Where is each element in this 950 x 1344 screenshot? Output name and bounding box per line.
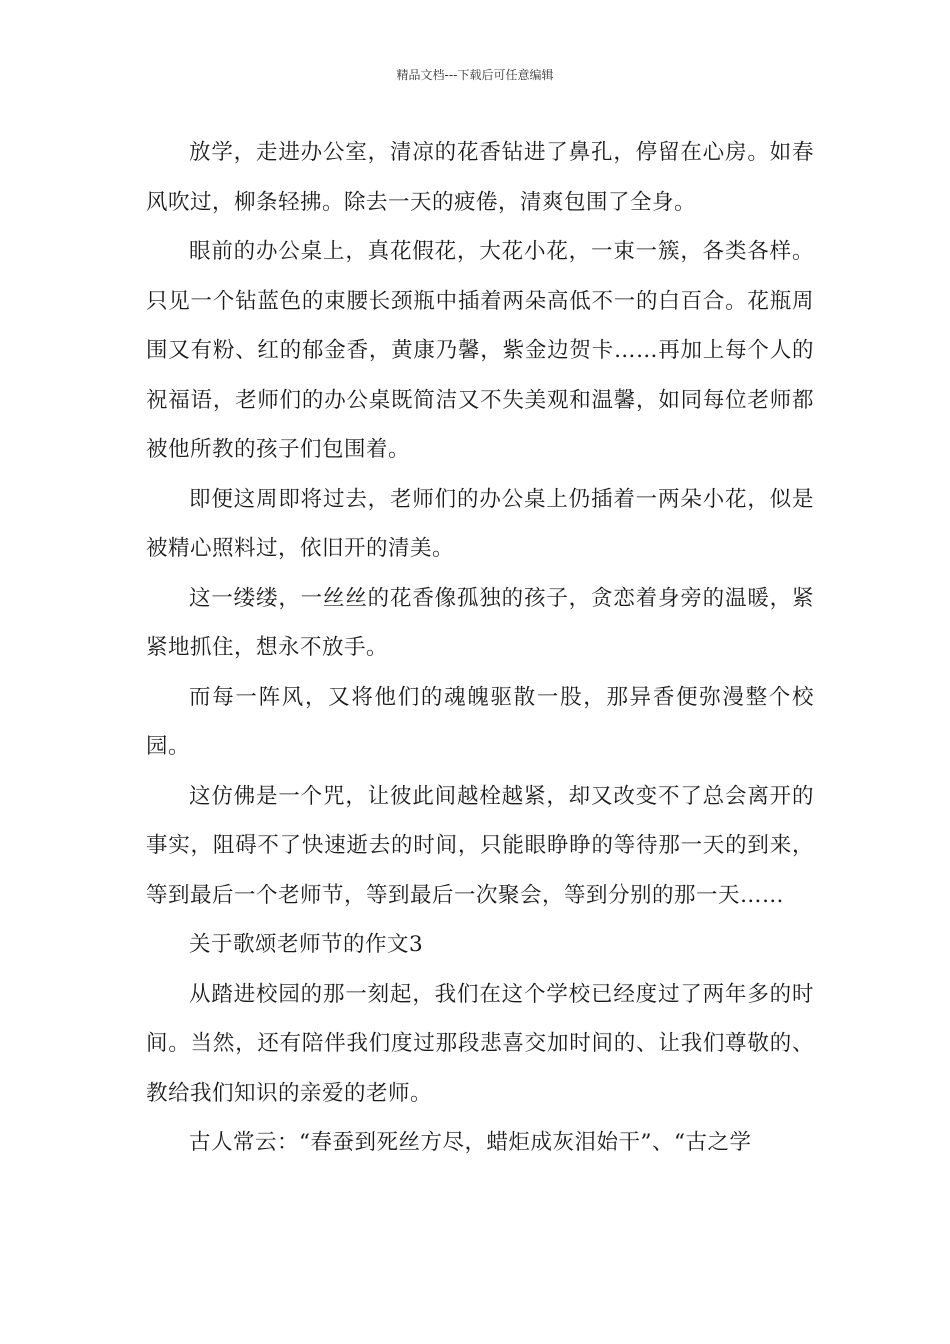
paragraph: 这一缕缕，一丝丝的花香像孤独的孩子，贪恋着身旁的温暖，紧紧地抓住，想永不放手。 — [146, 585, 814, 660]
paragraph: 这仿佛是一个咒，让彼此间越栓越紧，却又改变不了总会离开的事实，阻碍不了快速逝去的时间，只能眼睁睁的等待那一天的到来，等到最后一个老师节，等到最后一次聚会，等到分别的那一天…… — [146, 783, 814, 908]
document-body — [146, 128, 814, 1168]
page-header: 精品文档---下载后可任意编辑 — [396, 68, 554, 82]
section-title: 关于歌颂老师节的作文3 — [189, 932, 424, 957]
paragraph: 从踏进校园的那一刻起，我们在这个学校已经度过了两年多的时间。当然，还有陪伴我们度过那段悲喜交加时间的、让我们尊敬的、教给我们知识的亲爱的老师。 — [146, 981, 814, 1106]
paragraph: 放学，走进办公室，清凉的花香钻进了鼻孔，停留在心房。如春风吹过，柳条轻拂。除去一天的疲倦，清爽包围了全身。 — [146, 140, 814, 215]
paragraph: 眼前的办公桌上，真花假花，大花小花，一束一簇，各类各样。只见一个钻蓝色的束腰长颈瓶中插着两朵高低不一的白百合。花瓶周围又有粉、红的郁金香，黄康乃馨，紫金边贺卡……再加上每个人的祝福语，老师们的办公桌既简洁又不失美观和温馨，如同每位老师都被他所教的孩子们包围着。 — [146, 239, 814, 462]
paragraph: 而每一阵风，又将他们的魂魄驱散一股，那异香便弥漫整个校园。 — [146, 684, 814, 759]
paragraph: 即便这周即将过去，老师们的办公桌上仍插着一两朵小花，似是被精心照料过，依旧开的清美。 — [146, 486, 814, 561]
paragraph: 古人常云：“春蚕到死丝方尽，蜡炬成灰泪始干”、“古之学 — [189, 1130, 752, 1155]
